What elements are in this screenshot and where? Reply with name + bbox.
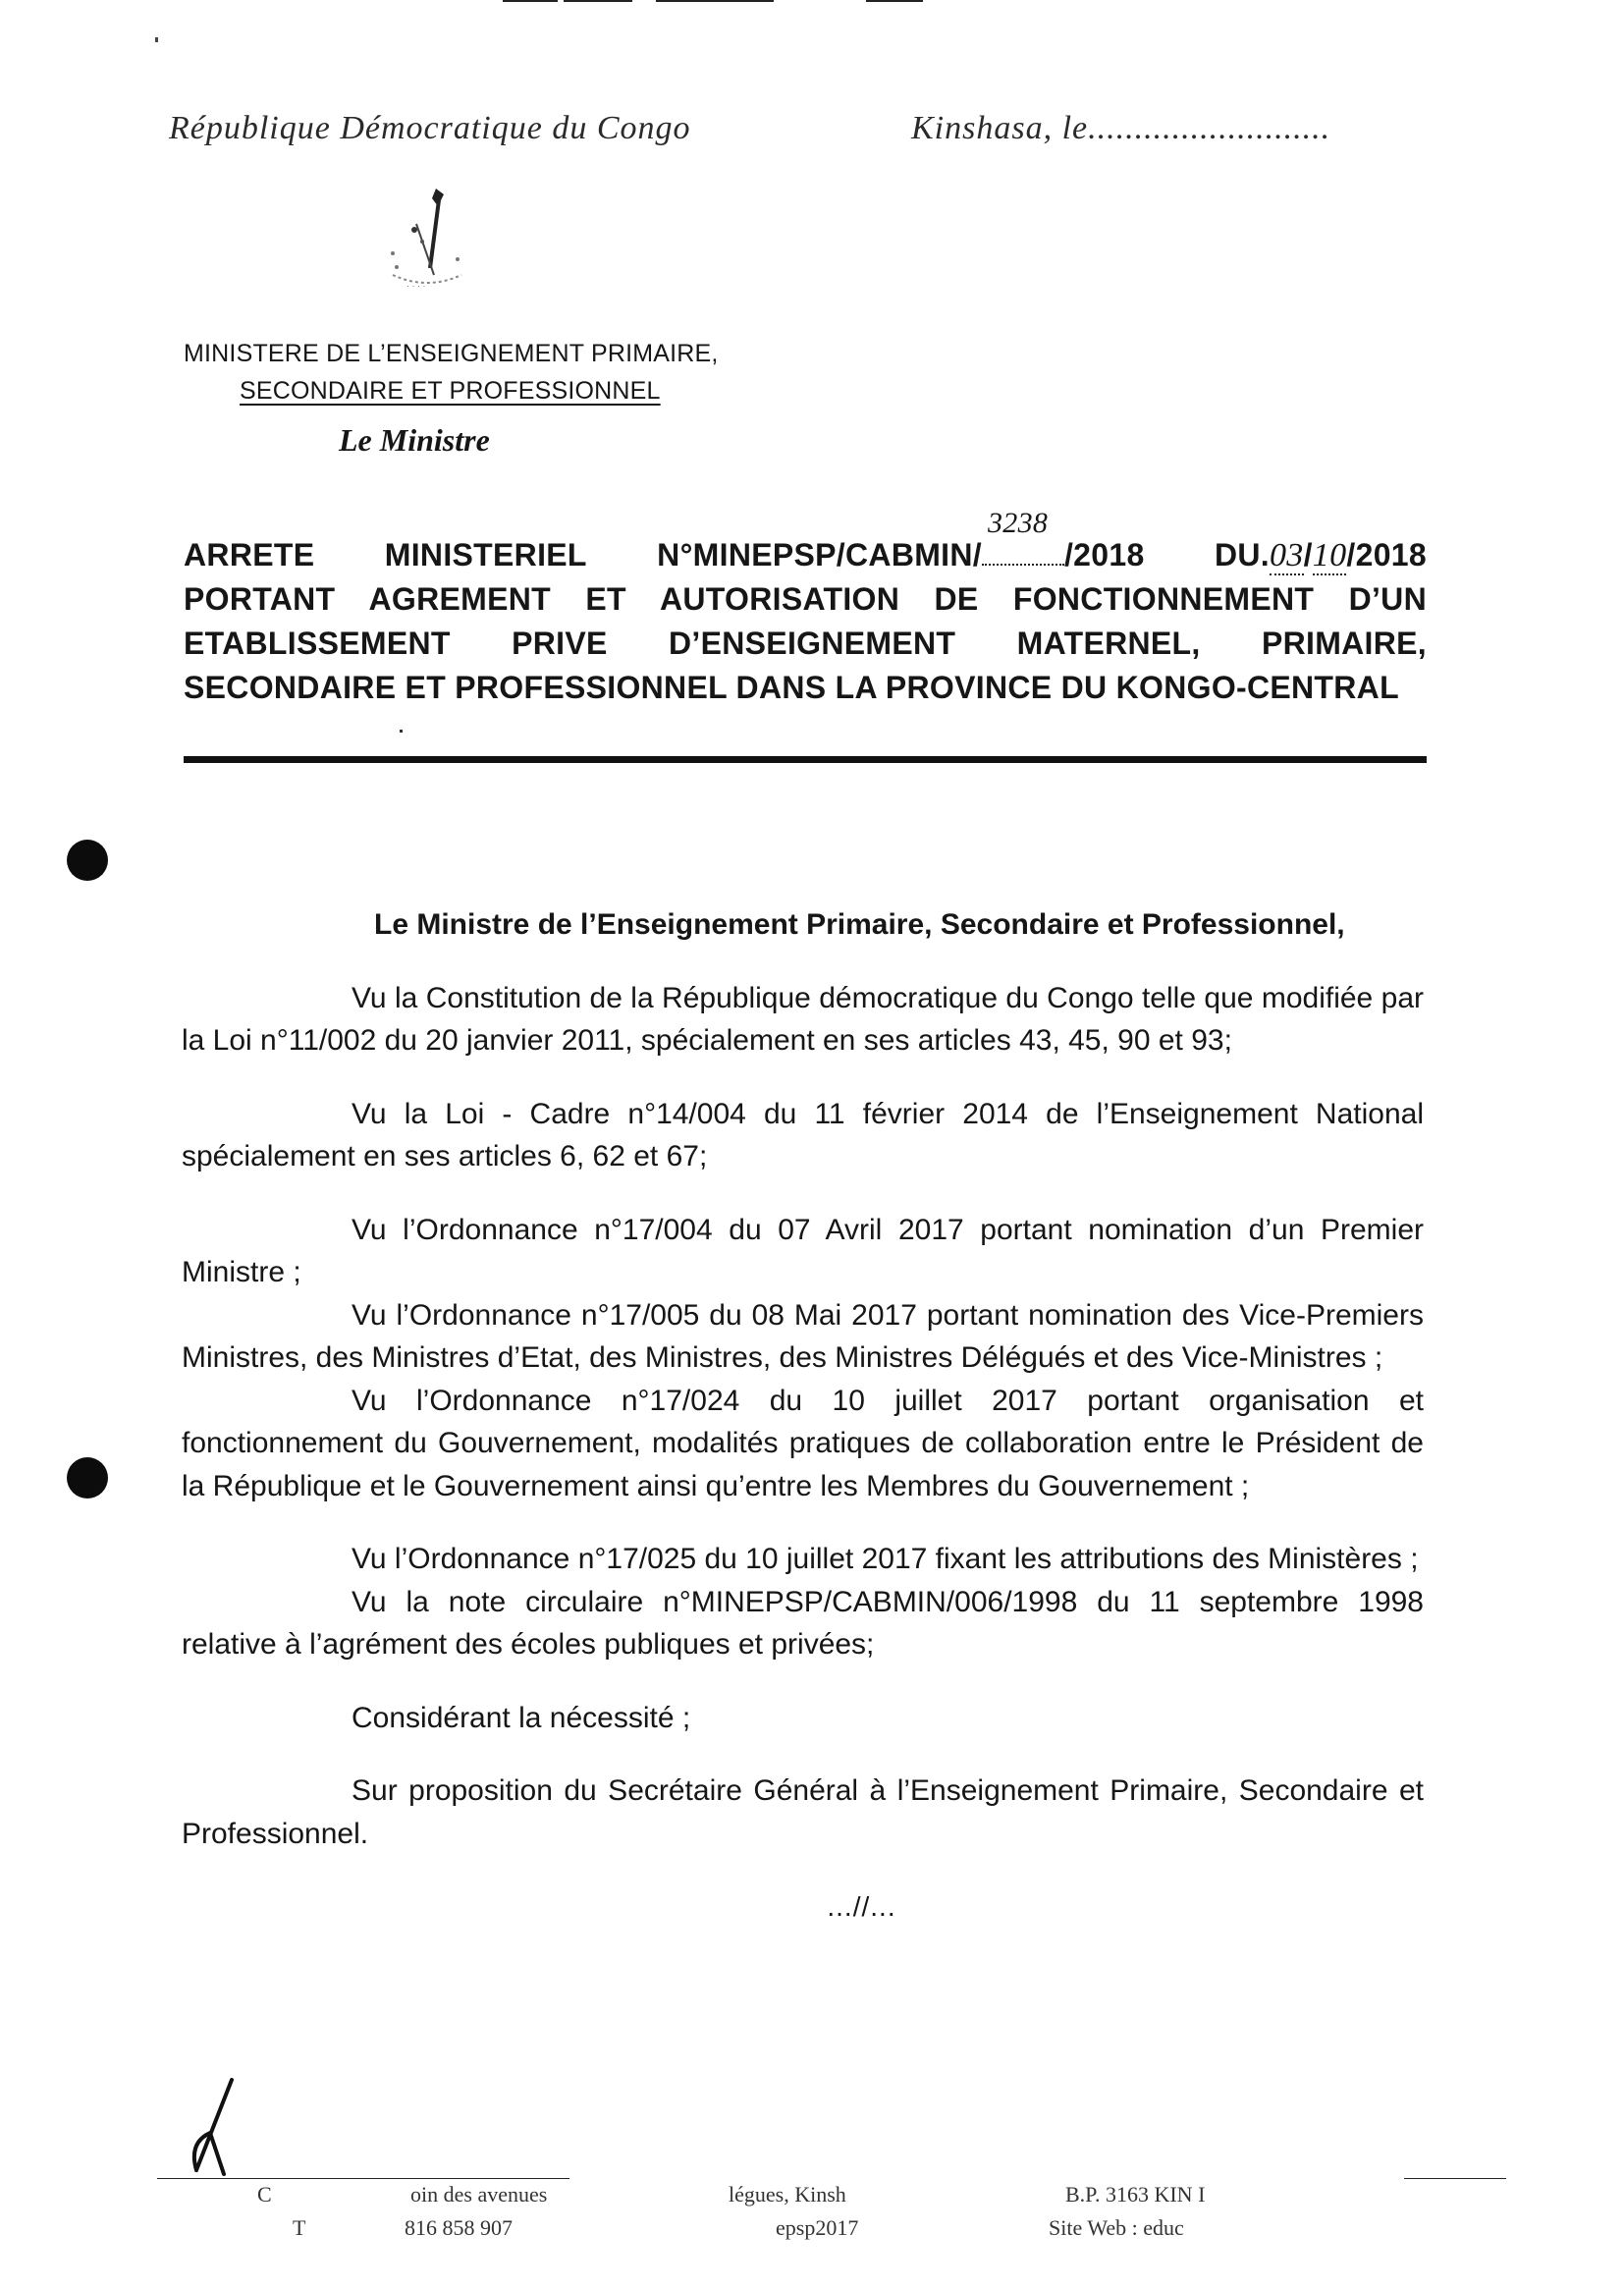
visa-paragraph: Vu l’Ordonnance n°17/004 du 07 Avril 2017 portant nomination d’un Premier Ministre ; <box>182 1213 1424 1288</box>
visa-paragraph: Vu la note circulaire n°MINEPSP/CABMIN/006/1998 du 11 septembre 1998 relative à l’agrément des écoles publiques et privées; <box>182 1585 1424 1661</box>
scan-speck <box>155 37 158 42</box>
handwritten-month: 10 <box>1312 537 1347 573</box>
handwritten-decree-number: 3238 <box>987 507 1049 539</box>
scan-mark <box>564 0 632 2</box>
decree-title <box>184 507 1427 710</box>
scan-mark <box>503 0 558 2</box>
ministry-name-line1: MINISTERE DE L’ENSEIGNEMENT PRIMAIRE, <box>184 340 719 367</box>
decree-word-ministeriel: MINISTERIEL <box>384 537 587 572</box>
decree-number: N°MINEPSP/CABMIN/ 3238 /2018 <box>657 533 1144 577</box>
footer-email-fragment: epsp2017 <box>776 2215 859 2240</box>
visa-paragraph: Vu l’Ordonnance n°17/024 du 10 juillet 2017 portant organisation et fonctionnement du Gouvernement, modalités pratiques de collaboration entre le Président de la République et le Gouvernement ainsi qu’entre les Membres du Gouvernement ; <box>182 1384 1424 1502</box>
visa-paragraph: Vu l’Ordonnance n°17/005 du 08 Mai 2017 portant nomination des Vice-Premiers Ministres, des Ministres d’Etat, des Ministres, des Ministres Délégués et des Vice-Ministres ; <box>182 1298 1424 1374</box>
city-date: Kinshasa, le.......................... <box>911 110 1331 146</box>
footer-contact-fragment: T <box>293 2215 306 2240</box>
footer-address-fragment: légues, Kinsh <box>729 2182 846 2207</box>
visa-paragraph: Vu l’Ordonnance n°17/025 du 10 juillet 2017 fixant les attributions des Ministères ; <box>352 1543 1419 1575</box>
decree-reference-line <box>184 507 1427 577</box>
footer-address-fragment: B.P. 3163 KIN I <box>1065 2182 1206 2207</box>
title-separator <box>184 756 1427 763</box>
scan-mark <box>656 0 774 2</box>
handwritten-initial <box>175 2074 253 2182</box>
document-body <box>182 903 1424 1929</box>
handwritten-day: 03 <box>1269 537 1304 573</box>
visa-paragraph: Vu la Constitution de la République démocratique du Congo telle que modifiée par la Loi n°11/002 du 20 janvier 2011, spécialement en ses articles 43, 45, 90 et 93; <box>182 981 1424 1057</box>
footer-phone-fragment: 816 858 907 <box>405 2215 513 2240</box>
visa-paragraph: Vu la Loi - Cadre n°14/004 du 11 février 2014 de l’Enseignement National spécialement en ses articles 6, 62 et 67; <box>182 1097 1424 1172</box>
footer-website-fragment: Site Web : educ <box>1049 2215 1184 2240</box>
preamble-intro: Le Ministre de l’Enseignement Primaire, Secondaire et Professionnel, <box>374 908 1345 941</box>
footer-address-fragment: oin des avenues <box>410 2182 548 2207</box>
decree-date: DU.03/10/2018 <box>1214 537 1427 573</box>
footer-address-fragment: C <box>257 2182 272 2207</box>
page-continuation-mark: ...//... <box>827 1891 896 1922</box>
punch-hole <box>67 840 108 881</box>
signatory-title: Le Ministre <box>339 422 490 458</box>
decree-subject: PORTANT AGREMENT ET AUTORISATION DE FONCTIONNEMENT D’UN ETABLISSEMENT PRIVE D’ENSEIGNEMENT MATERNEL, PRIMAIRE, SECONDAIRE ET PROFESSIONNEL DANS LA PROVINCE DU KONGO-CENTRAL <box>184 581 1427 705</box>
scan-speck <box>400 730 403 733</box>
footer-rule-right <box>1404 2178 1506 2179</box>
decree-word-arrete: ARRETE <box>184 537 315 572</box>
ministry-name-line2: SECONDAIRE ET PROFESSIONNEL <box>240 377 661 405</box>
scan-mark <box>866 0 923 2</box>
considering-paragraph: Considérant la nécessité ; <box>352 1701 691 1734</box>
footer-rule-left <box>157 2178 569 2179</box>
punch-hole <box>67 1457 108 1499</box>
proposal-paragraph: Sur proposition du Secrétaire Général à l’Enseignement Primaire, Secondaire et Professionnel. <box>182 1774 1424 1850</box>
republic-heading: République Démocratique du Congo <box>169 110 691 146</box>
svg-text:· · · ·: · · · · <box>406 281 426 291</box>
coat-of-arms-emblem <box>373 185 481 295</box>
